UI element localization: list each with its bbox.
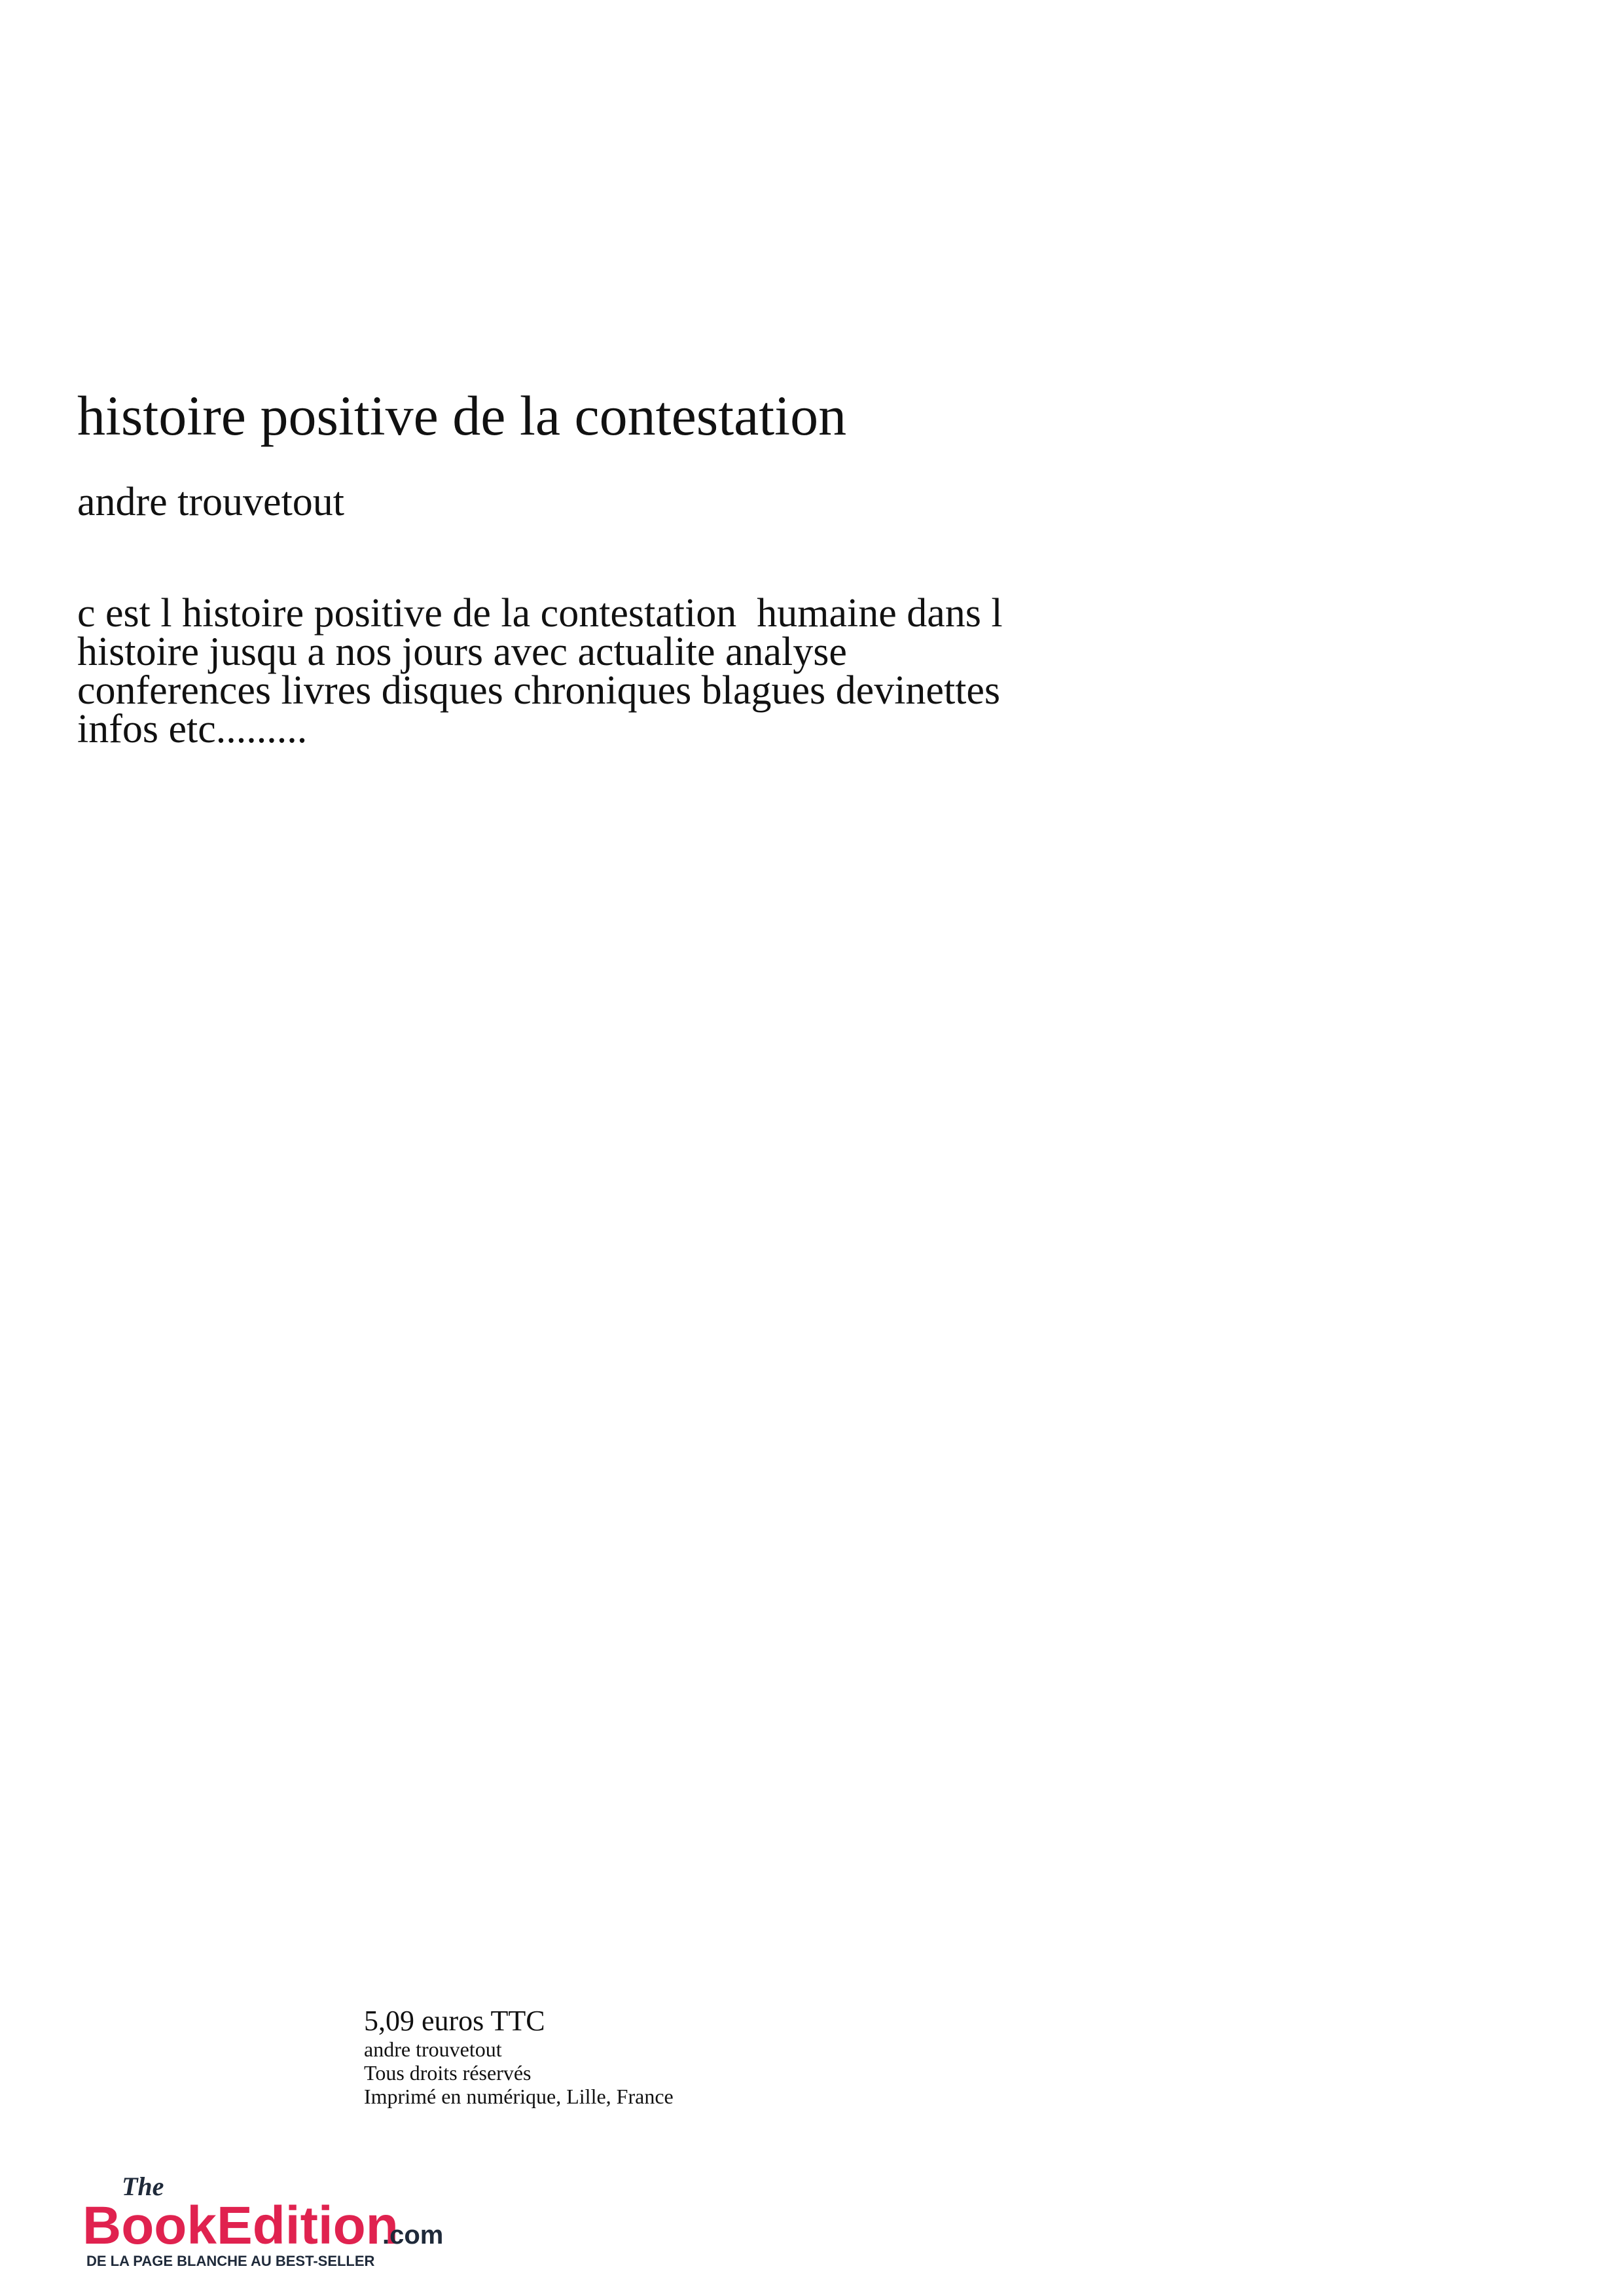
summary-line: c est l histoire positive de la contestation humaine dans l [77, 591, 1003, 636]
bookedition-logo [82, 2173, 488, 2271]
book-author: andre trouvetout [77, 480, 345, 524]
logo-domain: .com [382, 2221, 444, 2250]
summary-line: histoire jusqu a nos jours avec actualite analyse [77, 630, 847, 674]
print-notice: Imprimé en numérique, Lille, France [364, 2085, 674, 2108]
colophon-author: andre trouvetout [364, 2037, 502, 2061]
logo-brand: BookEdition [82, 2196, 399, 2255]
book-title: histoire positive de la contestation [77, 384, 847, 447]
summary-line: conferences livres disques chroniques blagues devinettes [77, 668, 1001, 713]
logo-the: The [122, 2173, 164, 2201]
price-label: 5,09 euros TTC [364, 2005, 545, 2037]
colophon [364, 2005, 674, 2108]
logo-tagline: DE LA PAGE BLANCHE AU BEST-SELLER [86, 2253, 375, 2269]
summary-line: infos etc......... [77, 707, 308, 751]
book-summary [77, 591, 1229, 751]
rights-notice: Tous droits réservés [364, 2061, 532, 2085]
